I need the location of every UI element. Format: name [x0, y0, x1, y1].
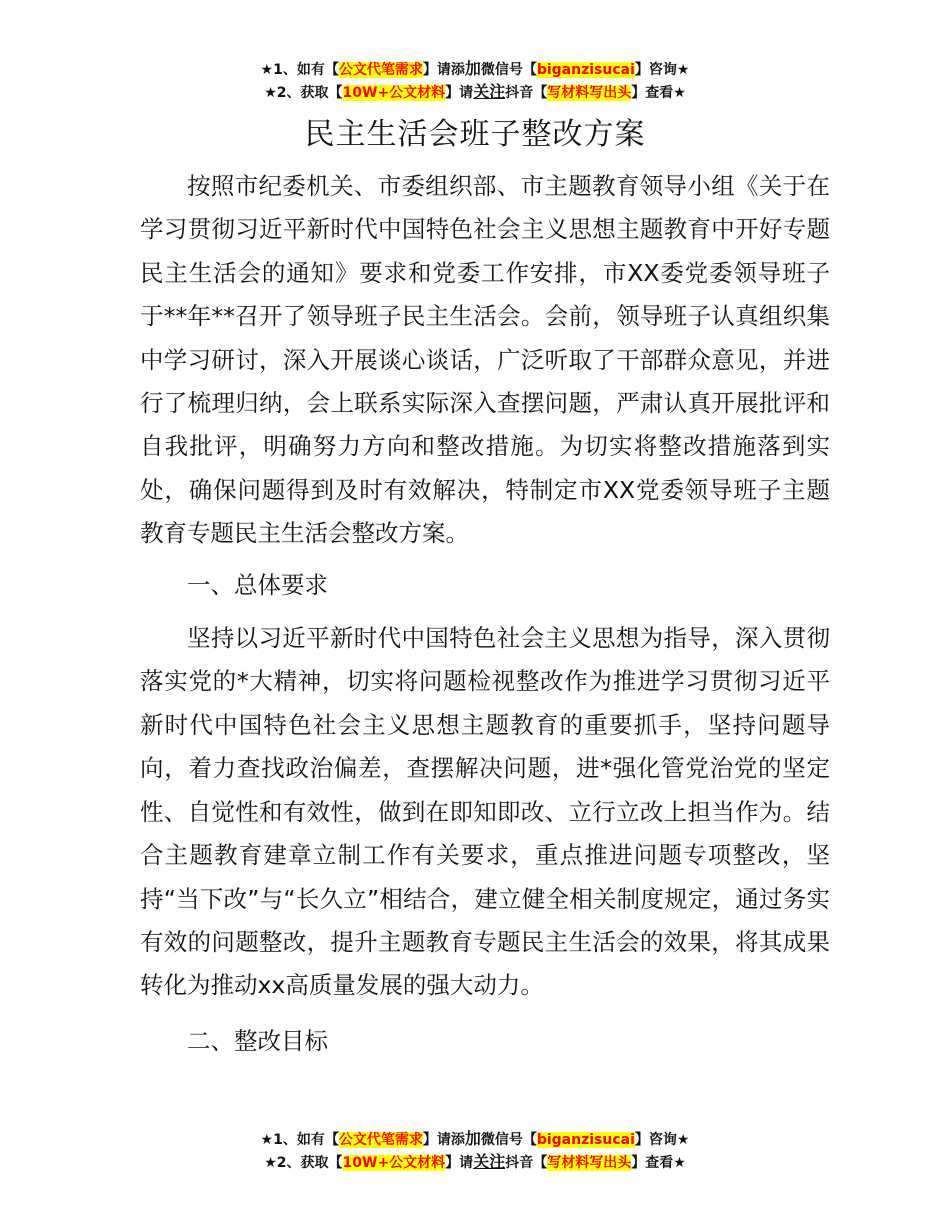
- promo-highlight: biganzisucai: [536, 62, 635, 78]
- promo-text: 】查看★: [631, 1155, 686, 1171]
- promo-line-1: [0, 1128, 950, 1151]
- promo-emphasis: 加: [464, 59, 481, 78]
- promo-text: 】咨询★: [634, 1132, 690, 1148]
- promo-text: 】查看★: [631, 85, 686, 101]
- promo-text: ★1、如有【: [260, 1132, 339, 1148]
- promo-text: ★2、获取【: [264, 85, 343, 101]
- promo-text: ★2、获取【: [264, 1155, 343, 1171]
- promo-text: 微信号【: [480, 62, 537, 78]
- page-title: 民主生活会班子整改方案: [304, 117, 646, 152]
- promo-text: 微信号【: [480, 1132, 537, 1148]
- promo-text: 】请: [445, 1155, 474, 1171]
- promo-highlight: biganzisucai: [536, 1132, 635, 1148]
- promo-highlight: 10W+公文材料: [342, 85, 446, 101]
- promo-text: ★1、如有【: [260, 62, 339, 78]
- promo-text: 】请: [445, 85, 474, 101]
- promo-emphasis: 关注: [473, 1152, 506, 1171]
- promo-text: 抖音【: [505, 1155, 548, 1171]
- promo-text: 】请添: [422, 62, 465, 78]
- promo-highlight: 公文代笔需求: [338, 62, 423, 78]
- promo-text: 】请添: [422, 1132, 465, 1148]
- document-body: [140, 165, 830, 1073]
- promo-line-1: [0, 58, 950, 81]
- promo-line-2: [0, 1151, 950, 1174]
- promo-footer: [0, 1128, 950, 1174]
- promo-header: [0, 58, 950, 104]
- section-heading-1: 一、总体要求: [187, 570, 328, 599]
- promo-text: 抖音【: [505, 85, 548, 101]
- promo-text: 】咨询★: [634, 62, 690, 78]
- paragraph-intro: 按照市纪委机关、市委组织部、市主题教育领导小组《关于在学习贯彻习近平新时代中国特色社会主义思想主题教育中开好专题民主生活会的通知》要求和党委工作安排，市XX委党委领导班子于**年**召开了领导班子民主生活会。会前，领导班子认真组织集中学习研讨，深入开展谈心谈话，广泛听取了干部群众意见，并进行了梳理归纳，会上联系实际深入查摆问题，严肃认真开展批评和自我批评，明确努力方向和整改措施。为切实将整改措施落到实处，确保问题得到及时有效解决，特制定市XX党委领导班子主题教育专题民主生活会整改方案。: [140, 172, 830, 548]
- promo-highlight: 写材料写出头: [547, 85, 632, 101]
- section-heading-2: 二、整改目标: [187, 1026, 328, 1055]
- promo-highlight: 公文代笔需求: [338, 1132, 423, 1148]
- promo-highlight: 10W+公文材料: [342, 1155, 446, 1171]
- promo-emphasis: 加: [464, 1129, 481, 1148]
- paragraph-general-requirements: 坚持以习近平新时代中国特色社会主义思想为指导，深入贯彻落实党的*大精神，切实将问题检视整改作为推进学习贯彻习近平新时代中国特色社会主义思想主题教育的重要抓手，坚持问题导向，着力查找政治偏差，查摆解决问题，进*强化管党治党的坚定性、自觉性和有效性，做到在即知即改、立行立改上担当作为。结合主题教育建章立制工作有关要求，重点推进问题专项整改，坚持“当下改”与“长久立”相结合，建立健全相关制度规定，通过务实有效的问题整改，提升主题教育专题民主生活会的效果，将其成果转化为推动xx高质量发展的强大动力。: [140, 624, 830, 1000]
- promo-highlight: 写材料写出头: [547, 1155, 632, 1171]
- promo-line-2: [0, 81, 950, 104]
- promo-emphasis: 关注: [473, 82, 506, 101]
